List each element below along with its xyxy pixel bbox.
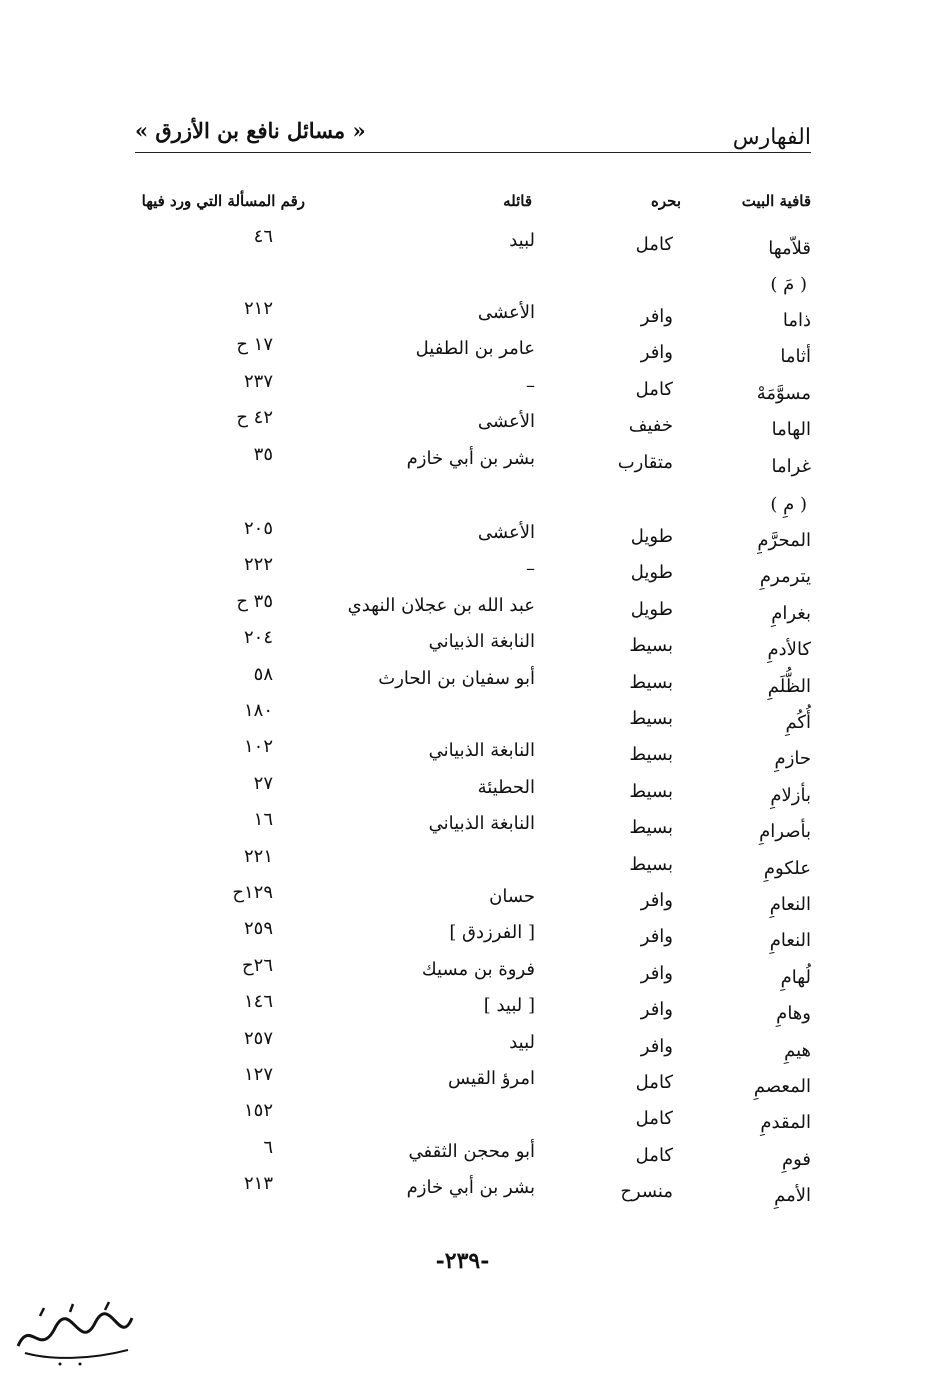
question-number-cell: ٢٠٤: [243, 627, 273, 649]
meter-cell: وافر: [640, 926, 673, 948]
question-number-cell: ٢٠٥: [243, 518, 273, 539]
meter-cell: وافر: [640, 962, 673, 984]
meter-cell: كامل: [635, 1072, 673, 1093]
poet-cell: أبو محجن الثقفي: [408, 1140, 535, 1162]
rhyme-cell: بغرامِ: [771, 602, 811, 624]
meter-cell: بسيط: [629, 671, 673, 693]
rhyme-cell: الظُّلَمِ: [767, 675, 811, 697]
column-header-question-number: رقم المسألة التي ورد فيها: [141, 192, 305, 210]
question-number-cell: ٢٧: [253, 772, 273, 794]
poet-cell: لبيد: [509, 230, 535, 251]
rhyme-cell: حازمِ: [774, 748, 811, 770]
rhyme-cell: غراما: [771, 455, 811, 477]
poet-cell: فروة بن مسيك: [421, 958, 535, 980]
book-title: « مسائل نافع بن الأزرق »: [135, 118, 366, 143]
meter-cell: كامل: [635, 234, 673, 255]
question-number-cell: ٣٥: [253, 443, 273, 465]
poet-cell: –: [526, 374, 535, 396]
rhyme-cell: النعامِ: [769, 894, 811, 915]
question-number-cell: ١٢٩ح: [232, 882, 273, 903]
question-number-cell: ٣٥ ح: [236, 590, 273, 612]
column-header-meter: بحره: [651, 192, 681, 210]
poet-cell: الأعشى: [477, 411, 535, 433]
question-number-cell: ٢٢١: [243, 845, 273, 867]
meter-cell: وافر: [640, 890, 673, 911]
section-title: الفهارس: [732, 125, 811, 150]
question-number-cell: ١٨٠: [243, 700, 273, 721]
poet-cell: [ الفرزدق ]: [449, 922, 535, 944]
question-number-cell: ١٤٦: [243, 991, 273, 1013]
rhyme-group-label: ( مَ ): [770, 274, 807, 295]
page-number: -٢٣٩-: [435, 1248, 490, 1274]
poet-cell: امرؤ القيس: [448, 1068, 535, 1089]
rhyme-cell: أُكُمِ: [785, 712, 811, 733]
meter-cell: بسيط: [629, 817, 673, 839]
rhyme-cell: مسوَّمَهْ: [756, 382, 811, 404]
question-number-cell: ١٦: [253, 809, 273, 831]
column-header-rhyme: قافية البيت: [741, 192, 811, 210]
rhyme-cell: يترمرمِ: [759, 566, 811, 588]
rhyme-cell: المقدمِ: [760, 1112, 811, 1134]
rhyme-cell: لُهامِ: [780, 966, 811, 988]
rhyme-cell: المحرَّمِ: [757, 530, 811, 551]
meter-cell: كامل: [635, 1108, 673, 1130]
poet-cell: عبد الله بن عجلان النهدي: [347, 594, 535, 616]
poet-cell: الأعشى: [477, 302, 535, 323]
meter-cell: خفيف: [628, 415, 673, 437]
meter-cell: وافر: [640, 1035, 673, 1057]
poet-cell: النابغة الذبياني: [428, 740, 535, 762]
question-number-cell: ٢١٢: [243, 298, 273, 319]
poet-cell: –: [526, 558, 535, 580]
question-number-cell: ٥٨: [253, 663, 273, 685]
meter-cell: وافر: [640, 306, 673, 327]
question-number-cell: ٢١٣: [243, 1173, 273, 1195]
rhyme-cell: فومِ: [781, 1148, 811, 1170]
question-number-cell: ١٠٢: [243, 736, 273, 758]
meter-cell: بسيط: [629, 744, 673, 766]
meter-cell: طويل: [630, 526, 673, 547]
rhyme-cell: بأزلامِ: [770, 784, 811, 806]
poet-cell: [ لبيد ]: [483, 995, 535, 1017]
poet-cell: الحطيئة: [477, 776, 535, 798]
rhyme-cell: الأممِ: [774, 1185, 811, 1207]
question-number-cell: ١٧ ح: [236, 334, 273, 356]
poet-cell: لبيد: [509, 1031, 535, 1053]
question-number-cell: ١٥٢: [243, 1100, 273, 1122]
meter-cell: وافر: [640, 999, 673, 1021]
poet-cell: بشر بن أبي خازم: [406, 1177, 535, 1199]
poet-cell: النابغة الذبياني: [428, 813, 535, 835]
meter-cell: بسيط: [629, 780, 673, 802]
meter-cell: كامل: [635, 1144, 673, 1166]
rhyme-cell: بأصرامِ: [759, 821, 811, 843]
rhyme-group-label: ( مِ ): [770, 494, 807, 515]
rhyme-cell: ذاما: [782, 310, 811, 331]
meter-cell: متقارب: [617, 451, 673, 473]
rhyme-cell: وهامِ: [776, 1003, 811, 1025]
column-header-poet: قائله: [503, 192, 532, 210]
rhyme-cell: الهاما: [771, 419, 811, 441]
question-number-cell: ٤٦: [253, 226, 273, 247]
poet-cell: أبو سفيان بن الحارث: [378, 667, 535, 689]
poet-cell: حسان: [489, 886, 535, 907]
meter-cell: طويل: [630, 562, 673, 584]
meter-cell: طويل: [630, 598, 673, 620]
meter-cell: وافر: [640, 342, 673, 364]
meter-cell: بسيط: [629, 635, 673, 657]
question-number-cell: ٤٢ ح: [236, 407, 273, 429]
question-number-cell: ١٢٧: [243, 1064, 273, 1085]
meter-cell: بسيط: [629, 708, 673, 729]
question-number-cell: ٢٥٧: [243, 1027, 273, 1049]
poet-cell: الأعشى: [477, 522, 535, 543]
poet-cell: عامر بن الطفيل: [415, 338, 535, 360]
rhyme-cell: أثاما: [780, 346, 811, 368]
question-number-cell: ٢٣٧: [243, 370, 273, 392]
poet-cell: النابغة الذبياني: [428, 631, 535, 653]
rhyme-cell: كالأدمِ: [767, 639, 811, 661]
meter-cell: كامل: [635, 378, 673, 400]
rhyme-cell: المعصمِ: [753, 1076, 811, 1097]
question-number-cell: ٢٢٢: [243, 554, 273, 576]
question-number-cell: ٦: [263, 1136, 273, 1158]
running-head: [135, 116, 811, 153]
publisher-logo: [10, 1298, 140, 1368]
rhyme-cell: علكومِ: [763, 857, 811, 879]
poet-cell: بشر بن أبي خازم: [406, 447, 535, 469]
meter-cell: بسيط: [629, 853, 673, 875]
question-number-cell: ٢٥٩: [243, 918, 273, 940]
rhyme-cell: قلاّمها: [768, 238, 811, 259]
rhyme-cell: هيمِ: [784, 1039, 811, 1061]
meter-cell: منسرح: [620, 1181, 673, 1203]
question-number-cell: ٢٦ح: [242, 954, 273, 976]
rhyme-cell: النعامِ: [769, 930, 811, 952]
